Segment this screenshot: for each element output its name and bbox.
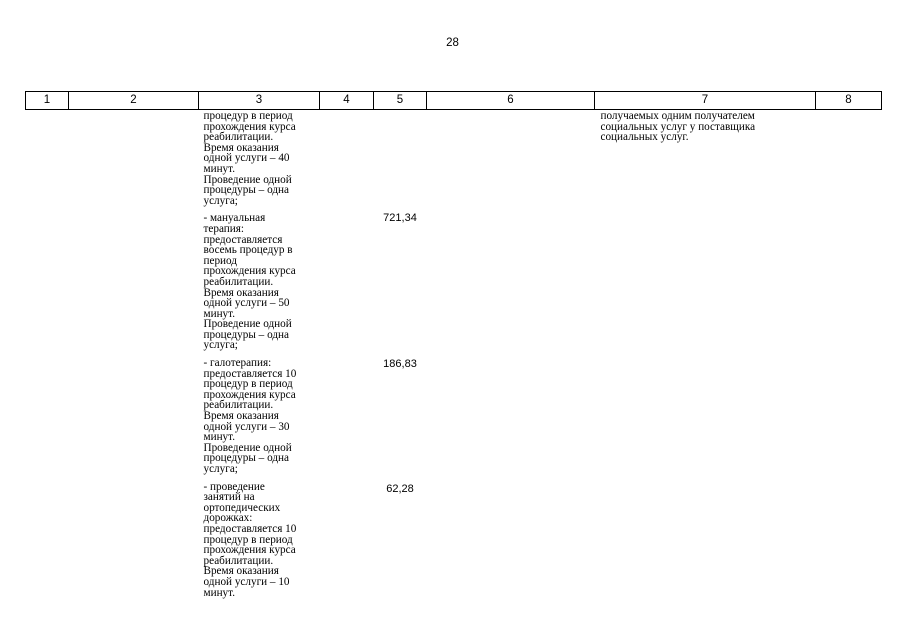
column-header-1: 1 (26, 92, 69, 110)
price-orthopedic-tracks: 62,28 (386, 482, 414, 495)
service-entry: процедур в период прохождения курса реабилитации. Время оказания одной услуги – 40 минут. Проведение одной процедуры – одна услуга; (203, 110, 296, 207)
cell-col-4 (320, 110, 374, 606)
cell-col-6 (427, 110, 595, 606)
column-header-7: 7 (595, 92, 816, 110)
service-entry-orthopedic-tracks: - проведение занятий на ортопедических дорожках: предоставляется 10 процедур в период прохождения курса реабилитации. Время оказания одной услуги – 10 минут. (203, 480, 297, 599)
column-header-4: 4 (320, 92, 374, 110)
cell-col-3-service-description (199, 110, 320, 606)
cell-col-7-note: получаемых одним получателем социальных услуг у поставщика социальных услуг. (600, 110, 756, 144)
cell-col-2 (69, 110, 199, 606)
column-header-8: 8 (816, 92, 882, 110)
column-header-5: 5 (374, 92, 427, 110)
page-number: 28 (446, 37, 459, 49)
service-entry-manual-therapy: - мануальная терапия: предоставляется восемь процедур в период прохождения курса реабилитации. Время оказания одной услуги – 50 минут. Проведение одной процедуры – одна услуга; (203, 212, 296, 352)
cell-col-1 (26, 110, 69, 606)
cell-col-8 (816, 110, 882, 606)
services-table (25, 91, 882, 605)
column-header-3: 3 (199, 92, 320, 110)
column-number-row (26, 92, 882, 110)
service-entry-halotherapy: - галотерапия: предоставляется 10 процедур в период прохождения курса реабилитации. Время оказания одной услуги – 30 минут. Проведение одной процедуры – одна услуга; (203, 357, 297, 475)
table-row (26, 110, 882, 606)
price-manual-therapy: 721,34 (383, 211, 417, 224)
cell-col-5-prices (374, 110, 427, 606)
column-header-2: 2 (69, 92, 199, 110)
column-header-6: 6 (427, 92, 595, 110)
price-halotherapy: 186,83 (383, 357, 417, 370)
